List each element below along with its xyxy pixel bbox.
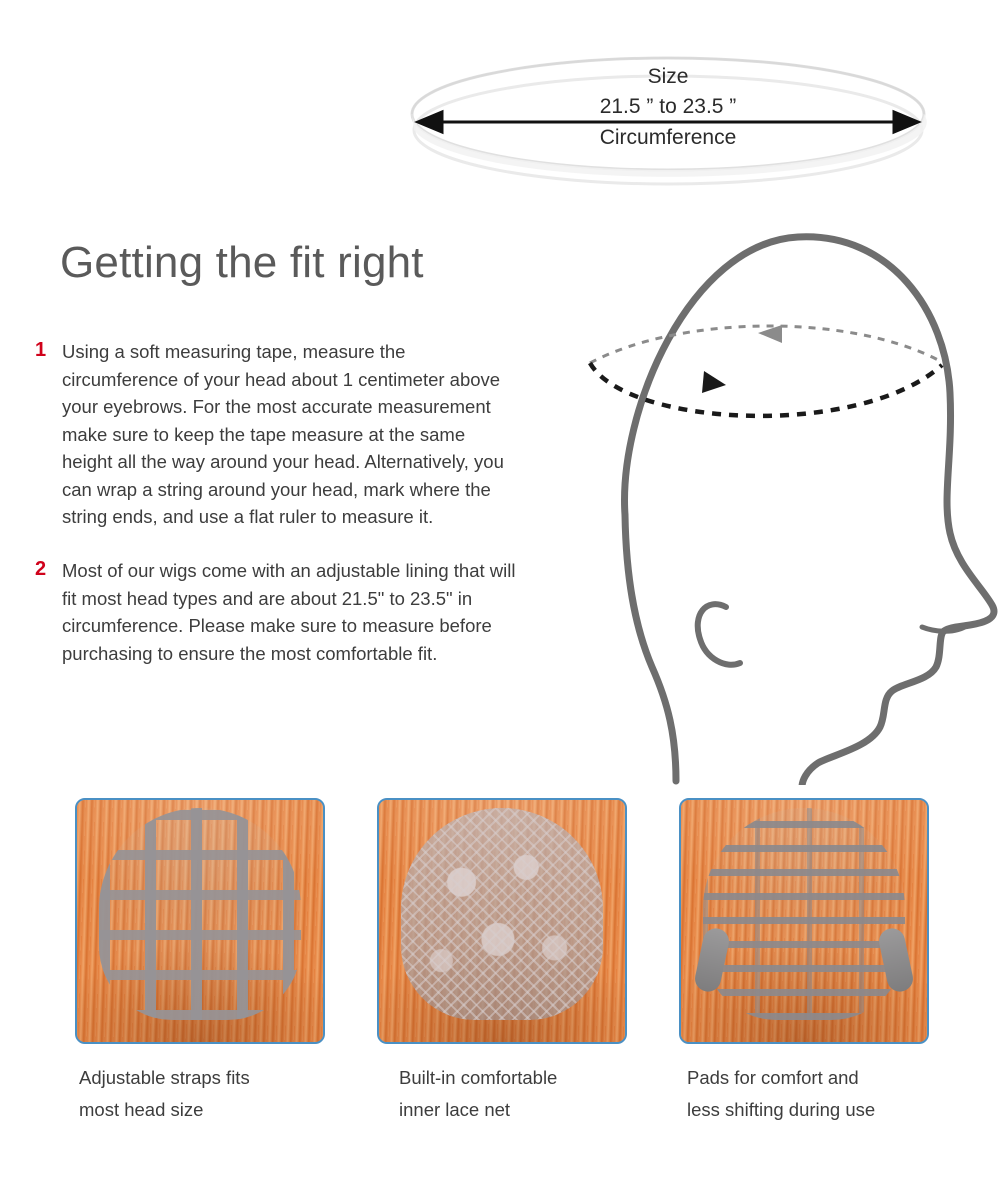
list-item: [30, 338, 520, 531]
step-text: Most of our wigs come with an adjustable lining that will fit most head types and are about 21.5" to 23.5" in circumference. Please make sure to measure before purchasing to ensure the most comfortable fit.: [62, 559, 516, 664]
instruction-list: [30, 338, 520, 693]
list-item: [30, 557, 520, 667]
feature-card-caption: [377, 1062, 623, 1127]
step-number: 1: [35, 339, 47, 361]
wig-cap-comfort-pads-image: [679, 798, 929, 1044]
circumference-label: Circumference: [599, 125, 737, 149]
caption-line: most head size: [79, 1099, 204, 1121]
wig-cap-adjustable-straps-image: [75, 798, 325, 1044]
feature-card-caption: [75, 1062, 321, 1127]
head-circumference-band: [408, 52, 928, 182]
step-number: 2: [35, 557, 47, 580]
feature-card: [75, 798, 321, 1127]
caption-line: Built-in comfortable: [399, 1067, 558, 1088]
direction-arrow-icon: [702, 371, 726, 393]
direction-arrow-icon: [758, 325, 782, 343]
caption-line: less shifting during use: [687, 1099, 876, 1121]
size-label: Size: [647, 65, 689, 88]
caption-line: inner lace net: [399, 1099, 511, 1121]
head-diagram: [530, 215, 1000, 785]
caption-line: Adjustable straps fits: [79, 1067, 250, 1088]
head-profile-icon: [530, 215, 1000, 785]
caption-line: Pads for comfort and: [687, 1067, 859, 1088]
feature-card: [377, 798, 623, 1127]
feature-card: [679, 798, 925, 1127]
band-text-block: [408, 62, 928, 153]
feature-card-list: [0, 798, 1000, 1127]
feature-card-caption: [679, 1062, 925, 1127]
page-title: Getting the fit right: [60, 238, 424, 287]
wig-cap-inner-lace-net-image: [377, 798, 627, 1044]
step-text: Using a soft measuring tape, measure the circumference of your head about 1 centimeter above your eyebrows. For the most accurate measurement make sure to keep the tape measure at the same height all the way around your head. Alternatively, you can wrap a string around your head, mark where the string ends, and use a flat ruler to measure it.: [62, 341, 504, 528]
size-range: 21.5 ” to 23.5 ”: [599, 95, 737, 119]
